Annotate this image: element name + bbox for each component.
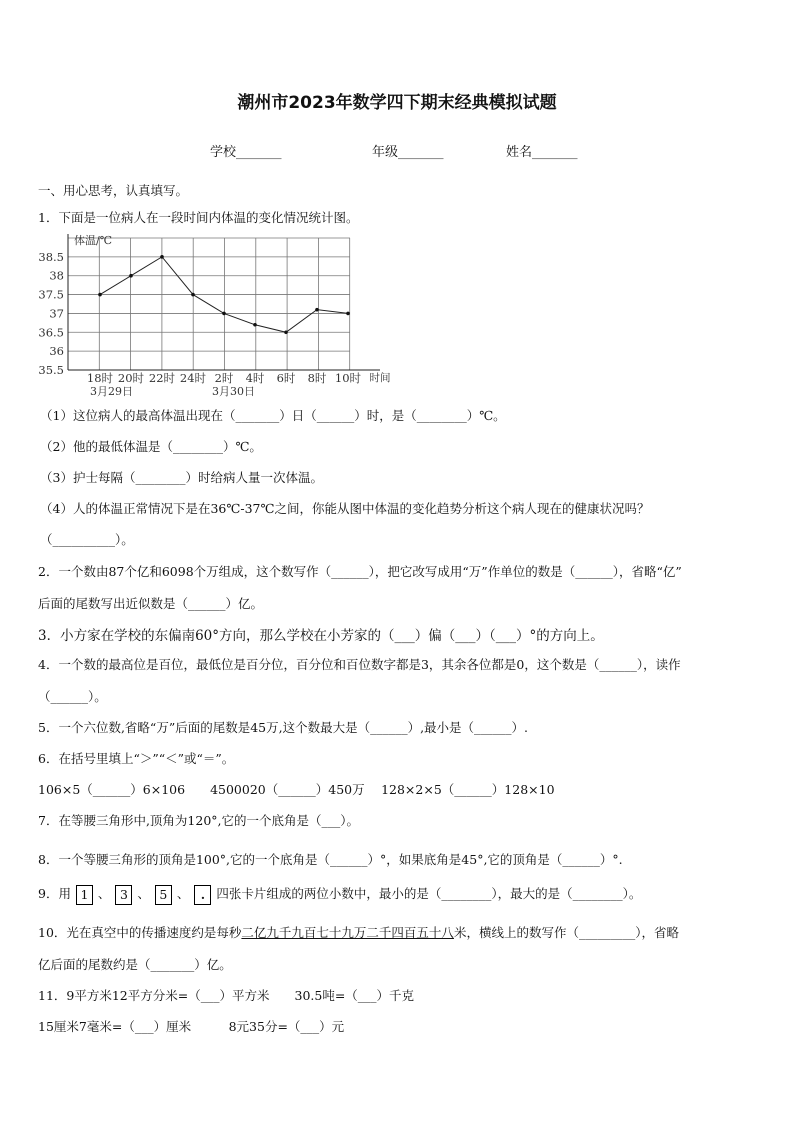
chart-y-tick-label: 37.5: [38, 287, 64, 302]
chart-x-tick-label: 18时: [86, 371, 114, 385]
chart-data-point: [160, 255, 164, 259]
chart-x-axis-label: 时间: [369, 372, 391, 384]
question-10-underlined-number: 二亿九千九百七十九万二千四百五十八: [241, 925, 454, 940]
decimal-point-card: .: [194, 885, 211, 905]
chart-data-point: [222, 312, 226, 316]
question-1-sub2: （2）他的最低体温是（________）℃。: [40, 439, 262, 454]
chart-y-tick-label: 36.5: [38, 325, 64, 340]
question-1-sub3: （3）护士每隔（________）时给病人量一次体温。: [40, 470, 323, 485]
chart-x-tick-label: 6时: [276, 371, 296, 385]
question-10-line2: 亿后面的尾数约是（_______）亿。: [38, 957, 232, 972]
grade-field: 年级_______: [372, 145, 444, 160]
number-card: 5: [155, 885, 172, 905]
chart-date-label: 3月30日: [212, 385, 255, 398]
chart-y-tick-label: 38.5: [38, 249, 64, 264]
chart-x-tick-label: 4时: [245, 371, 265, 385]
chart-x-tick-label: 22时: [148, 371, 176, 385]
question-4-line2: （______）。: [38, 689, 107, 704]
card-separator: 、: [97, 886, 111, 901]
chart-y-tick-label: 38: [49, 268, 64, 283]
question-5: 5．一个六位数,省略“万”后面的尾数是45万,这个数最大是（______）,最小是（______）.: [38, 720, 529, 735]
question-9: [38, 884, 641, 905]
question-9-prefix: 9．用: [38, 886, 71, 901]
question-10-pre: 10．光在真空中的传播速度约是每秒: [38, 925, 242, 940]
number-card: 3: [115, 885, 132, 905]
chart-x-tick-label: 24时: [179, 371, 207, 385]
chart-y-axis-label: 体温/℃: [74, 234, 113, 247]
question-6-row: 106×5（______）6×106 4500020（______）450万 128×2×5（______）128×10: [38, 782, 555, 797]
chart-x-tick-label: 20时: [117, 371, 145, 385]
question-1-sub4-answer: （__________）。: [40, 532, 134, 547]
question-6-stem: 6．在括号里填上“＞”“＜”或“＝”。: [38, 751, 235, 766]
question-7: 7．在等腰三角形中,顶角为120°,它的一个底角是（___）。: [38, 813, 360, 828]
card-separator: 、: [176, 886, 190, 901]
chart-data-point: [253, 323, 257, 327]
chart-data-point: [129, 274, 133, 278]
page-title: 潮州市2023年数学四下期末经典模拟试题: [237, 93, 557, 113]
question-10-post: 米，横线上的数写作（_________），省略: [453, 925, 679, 940]
chart-x-tick-label: 8时: [307, 371, 327, 385]
chart-data-point: [98, 293, 102, 297]
chart-data-point: [346, 312, 350, 316]
school-field: 学校_______: [210, 145, 282, 160]
card-separator: 、: [137, 886, 150, 901]
question-1-sub1: （1）这位病人的最高体温出现在（_______）日（______）时，是（________）℃。: [40, 408, 506, 423]
chart-y-tick-label: 35.5: [38, 363, 64, 377]
question-1-sub4: （4）人的体温正常情况下是在36℃-37℃之间，你能从图中体温的变化趋势分析这个病人现在的健康状况吗？: [40, 501, 650, 516]
question-11-line2: 15厘米7毫米=（___）厘米 8元35分=（___）元: [38, 1019, 345, 1034]
name-field: 姓名_______: [506, 145, 578, 160]
number-card: 1: [76, 885, 93, 905]
question-4-line1: 4．一个数的最高位是百位，最低位是百分位，百分位和百位数字都是3，其余各位都是0，这个数是（______），读作: [38, 657, 681, 672]
chart-y-tick-label: 37: [49, 306, 64, 321]
chart-x-tick-label: 2时: [214, 371, 234, 385]
chart-date-label: 3月29日: [90, 385, 133, 398]
section-heading: 一、用心思考，认真填写。: [38, 183, 189, 198]
question-2-line1: 2．一个数由87个亿和6098个万组成，这个数写作（______），把它改写成用“万”作单位的数是（______），省略“亿”: [38, 564, 682, 579]
chart-data-point: [191, 293, 195, 297]
temperature-line-chart: [36, 230, 416, 400]
question-3: 3．小方家在学校的东偏南60°方向，那么学校在小芳家的（___）偏（___）（___）°的方向上。: [38, 628, 604, 644]
chart-x-tick-label: 10时: [334, 371, 362, 385]
question-9-suffix: 四张卡片组成的两位小数中，最小的是（________），最大的是（________）。: [216, 886, 642, 901]
question-10-line1: [38, 923, 679, 941]
chart-y-tick-label: 36: [49, 344, 64, 359]
question-8: 8．一个等腰三角形的顶角是100°,它的一个底角是（______）°，如果底角是45°,它的顶角是（______）°.: [38, 852, 623, 867]
chart-data-point: [284, 330, 288, 334]
chart-data-point: [315, 308, 319, 312]
question-1-stem: 1．下面是一位病人在一段时间内体温的变化情况统计图。: [38, 210, 359, 225]
question-11-line1: 11．9平方米12平方分米=（___）平方米 30.5吨=（___）千克: [38, 988, 415, 1003]
question-2-line2: 后面的尾数写出近似数是（______）亿。: [38, 596, 264, 611]
